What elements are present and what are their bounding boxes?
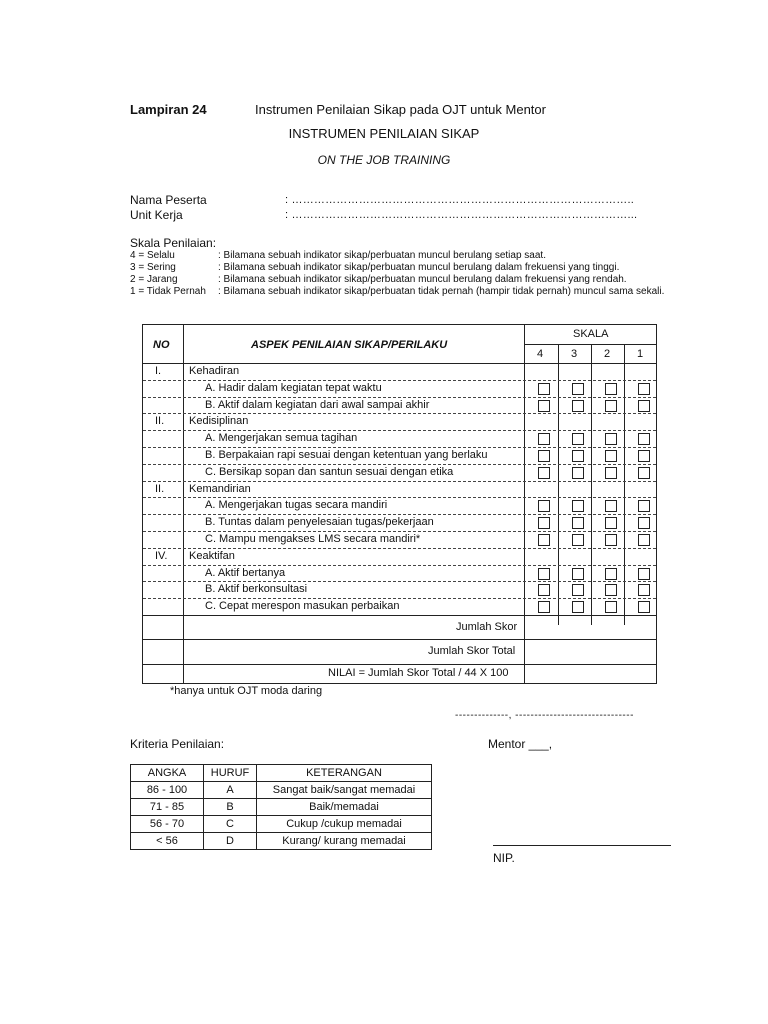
score-checkbox-3[interactable] (572, 400, 584, 412)
row-number: II. (155, 482, 165, 495)
scale-1-header: 1 (637, 348, 644, 360)
aspect-group-label: Keaktifan (189, 549, 235, 562)
criteria-cell: Sangat baik/sangat memadai (257, 782, 432, 799)
participant-name-field[interactable]: : ……………………………………………………………………………….. (285, 194, 635, 206)
row-divider (143, 447, 656, 448)
score-checkbox-1[interactable] (638, 400, 650, 412)
signature-line[interactable] (493, 845, 671, 846)
score-checkbox-2[interactable] (605, 400, 617, 412)
aspect-item-label: B. Aktif berkonsultasi (205, 583, 308, 596)
criteria-cell: Kurang/ kurang memadai (257, 833, 432, 850)
criteria-cell: 71 - 85 (131, 799, 204, 816)
score-checkbox-3[interactable] (572, 517, 584, 529)
score-checkbox-1[interactable] (638, 500, 650, 512)
score-checkbox-3[interactable] (572, 383, 584, 395)
score-checkbox-2[interactable] (605, 500, 617, 512)
row-number: I. (155, 365, 162, 377)
score-checkbox-4[interactable] (538, 584, 550, 596)
score-checkbox-4[interactable] (538, 400, 550, 412)
score-checkbox-2[interactable] (605, 568, 617, 580)
row-divider (524, 344, 656, 345)
nilai-formula: NILAI = Jumlah Skor Total / 44 X 100 (328, 667, 509, 679)
score-checkbox-3[interactable] (572, 467, 584, 479)
instrument-title: Instrumen Penilaian Sikap pada OJT untuk Mentor (255, 102, 546, 117)
jumlah-skor-total-label: Jumlah Skor Total (428, 645, 516, 657)
score-checkbox-1[interactable] (638, 467, 650, 479)
score-checkbox-4[interactable] (538, 450, 550, 462)
criteria-cell: Cukup /cukup memadai (257, 816, 432, 833)
row-divider (143, 639, 656, 640)
criteria-header: ANGKA (131, 765, 204, 782)
scale-key: 2 = Jarang (130, 274, 178, 285)
jumlah-skor-label: Jumlah Skor (456, 621, 518, 633)
scale-desc: : Bilamana sebuah indikator sikap/perbuatan muncul berulang dalam frekuensi yang tinggi. (218, 262, 620, 273)
score-checkbox-2[interactable] (605, 433, 617, 445)
row-number: IV. (155, 549, 168, 562)
page-title: INSTRUMEN PENILAIAN SIKAP (288, 126, 480, 141)
score-checkbox-1[interactable] (638, 584, 650, 596)
work-unit-field[interactable]: : ………………………………………………………………………………... (285, 209, 638, 221)
score-checkbox-1[interactable] (638, 517, 650, 529)
criteria-cell: C (204, 816, 257, 833)
score-checkbox-2[interactable] (605, 534, 617, 546)
score-checkbox-4[interactable] (538, 517, 550, 529)
criteria-cell: < 56 (131, 833, 204, 850)
scale-desc: : Bilamana sebuah indikator sikap/perbuatan tidak pernah (hampir tidak pernah) muncul sama sekali. (218, 286, 665, 297)
scale-4-header: 4 (537, 348, 544, 360)
col-no-header: NO (153, 339, 170, 351)
criteria-label: Kriteria Penilaian: (130, 737, 225, 751)
aspect-item-label: B. Berpakaian rapi sesuai dengan ketentuan yang berlaku (205, 449, 488, 461)
col-divider (524, 647, 525, 683)
aspect-item-label: A. Aktif bertanya (205, 566, 286, 579)
score-checkbox-2[interactable] (605, 584, 617, 596)
criteria-cell: Baik/memadai (257, 799, 432, 816)
score-checkbox-3[interactable] (572, 500, 584, 512)
row-divider (143, 497, 656, 498)
row-divider (143, 565, 656, 566)
row-divider (143, 598, 656, 599)
score-checkbox-4[interactable] (538, 568, 550, 580)
row-divider (143, 430, 656, 431)
score-checkbox-1[interactable] (638, 534, 650, 546)
scale-key: 3 = Sering (130, 262, 176, 273)
aspect-item-label: B. Tuntas dalam penyelesaian tugas/pekerjaan (205, 516, 434, 529)
aspect-item-label: A. Hadir dalam kegiatan tepat waktu (205, 381, 382, 394)
row-divider (143, 413, 656, 414)
row-divider (143, 380, 656, 381)
aspect-group-label: Kedisiplinan (189, 415, 249, 428)
aspect-group-label: Kehadiran (189, 365, 240, 377)
aspect-item-label: A. Mengerjakan tugas secara mandiri (205, 499, 388, 512)
criteria-header: KETERANGAN (257, 765, 432, 782)
aspect-group-label: Kemandirian (189, 482, 251, 495)
score-checkbox-2[interactable] (605, 517, 617, 529)
scale-desc: : Bilamana sebuah indikator sikap/perbuatan muncul berulang dalam frekuensi yang rendah. (218, 274, 627, 285)
score-checkbox-2[interactable] (605, 450, 617, 462)
scale-2-header: 2 (604, 348, 611, 360)
row-divider (143, 615, 656, 616)
row-divider (143, 531, 656, 532)
score-checkbox-1[interactable] (638, 383, 650, 395)
online-note: *hanya untuk OJT moda daring (170, 685, 323, 697)
place-date-line[interactable]: --------------, ------------------------------- (455, 710, 634, 721)
table-row (131, 816, 432, 833)
criteria-cell: 86 - 100 (131, 782, 204, 799)
table-row (131, 799, 432, 816)
score-checkbox-4[interactable] (538, 500, 550, 512)
score-checkbox-3[interactable] (572, 601, 584, 613)
assessment-table (142, 324, 657, 684)
row-divider (143, 664, 656, 665)
scale-desc: : Bilamana sebuah indikator sikap/perbuatan muncul berulang setiap saat. (218, 250, 546, 261)
aspect-item-label: C. Bersikap sopan dan santun sesuai dengan etika (205, 465, 454, 478)
aspect-item-label: B. Aktif dalam kegiatan dari awal sampai akhir (205, 398, 430, 411)
score-checkbox-1[interactable] (638, 433, 650, 445)
page-subtitle: ON THE JOB TRAINING (317, 153, 451, 167)
criteria-cell: A (204, 782, 257, 799)
score-checkbox-4[interactable] (538, 601, 550, 613)
table-row (131, 833, 432, 850)
score-checkbox-4[interactable] (538, 467, 550, 479)
col-skala-header: SKALA (573, 328, 609, 340)
aspect-item-label: C. Cepat merespon masukan perbaikan (205, 600, 400, 613)
aspect-item-label: C. Mampu mengakses LMS secara mandiri* (205, 533, 421, 545)
row-divider (143, 514, 656, 515)
criteria-cell: D (204, 833, 257, 850)
col-divider (183, 325, 184, 683)
row-divider (143, 481, 656, 482)
score-checkbox-2[interactable] (605, 467, 617, 479)
scale-key: 4 = Selalu (130, 250, 175, 261)
col-divider (591, 344, 592, 625)
criteria-cell: B (204, 799, 257, 816)
criteria-cell: 56 - 70 (131, 816, 204, 833)
score-checkbox-3[interactable] (572, 584, 584, 596)
criteria-header: HURUF (204, 765, 257, 782)
appendix-label: Lampiran 24 (130, 102, 207, 117)
aspect-item-label: A. Mengerjakan semua tagihan (205, 432, 358, 445)
col-divider (624, 344, 625, 625)
participant-name-label: Nama Peserta (130, 193, 207, 207)
score-checkbox-1[interactable] (638, 568, 650, 580)
criteria-table (130, 764, 432, 850)
row-number: II. (155, 415, 165, 428)
score-checkbox-3[interactable] (572, 534, 584, 546)
mentor-label: Mentor ___, (488, 737, 553, 751)
row-divider (143, 397, 656, 398)
row-divider (143, 464, 656, 465)
col-divider (558, 344, 559, 625)
score-checkbox-2[interactable] (605, 601, 617, 613)
row-divider (143, 581, 656, 582)
score-checkbox-4[interactable] (538, 383, 550, 395)
score-checkbox-4[interactable] (538, 534, 550, 546)
score-checkbox-1[interactable] (638, 450, 650, 462)
col-aspek-header: ASPEK PENILAIAN SIKAP/PERILAKU (251, 339, 448, 351)
scale-3-header: 3 (571, 348, 578, 360)
row-divider (143, 548, 656, 549)
work-unit-label: Unit Kerja (130, 208, 183, 222)
score-checkbox-3[interactable] (572, 433, 584, 445)
scale-key: 1 = Tidak Pernah (130, 286, 206, 297)
score-checkbox-1[interactable] (638, 601, 650, 613)
scale-title: Skala Penilaian: (130, 236, 217, 250)
nip-label: NIP. (493, 851, 515, 865)
row-divider (143, 363, 656, 364)
table-row (131, 782, 432, 799)
score-checkbox-4[interactable] (538, 433, 550, 445)
score-checkbox-3[interactable] (572, 568, 584, 580)
score-checkbox-3[interactable] (572, 450, 584, 462)
score-checkbox-2[interactable] (605, 383, 617, 395)
